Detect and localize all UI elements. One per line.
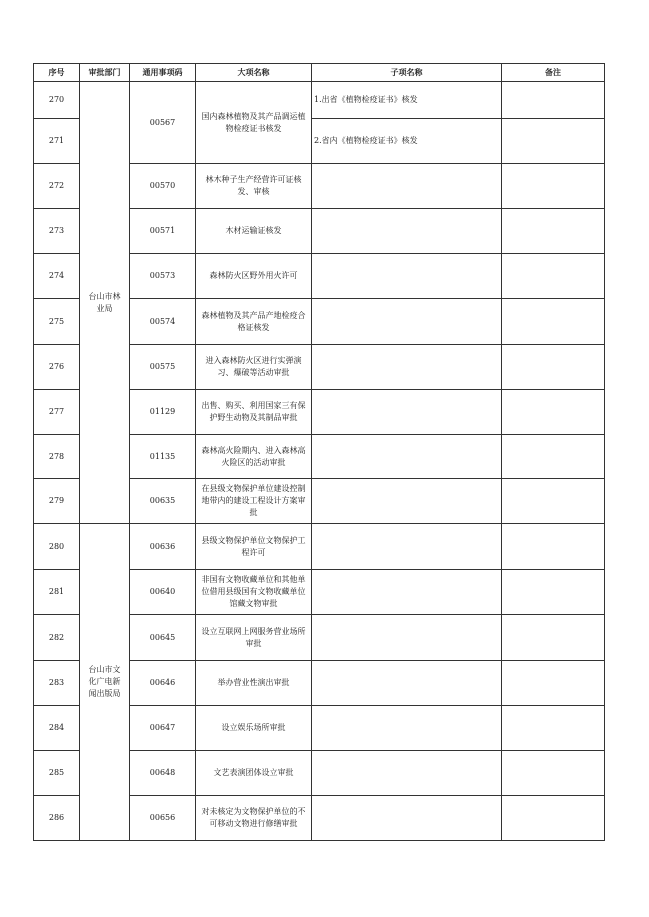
seq-cell: 270 (34, 82, 80, 119)
remark-cell (502, 299, 605, 345)
seq-cell: 284 (34, 706, 80, 751)
header-seq: 序号 (34, 64, 80, 82)
sub-name-cell (312, 570, 502, 615)
seq-cell: 286 (34, 796, 80, 841)
header-remark: 备注 (502, 64, 605, 82)
seq-cell: 283 (34, 661, 80, 706)
code-cell: 00645 (130, 615, 196, 661)
table-row (34, 82, 605, 119)
remark-cell (502, 524, 605, 570)
remark-cell (502, 706, 605, 751)
sub-name-cell (312, 345, 502, 390)
header-row (34, 64, 605, 82)
dept-cell-forestry: 台山市林业局 (80, 82, 130, 524)
seq-cell: 271 (34, 119, 80, 164)
sub-name-cell (312, 706, 502, 751)
sub-name-cell (312, 390, 502, 435)
sub-name-cell: 2.省内《植物检疫证书》核发 (312, 119, 502, 164)
dept-cell-culture: 台山市文化广电新闻出版局 (80, 524, 130, 841)
table-row (34, 524, 605, 570)
sub-name-cell (312, 435, 502, 479)
item-name-cell: 设立互联网上网服务营业场所审批 (196, 615, 312, 661)
sub-name-cell: 1.出省《植物检疫证书》核发 (312, 82, 502, 119)
code-cell: 00575 (130, 345, 196, 390)
remark-cell (502, 615, 605, 661)
header-code: 通用事项码 (130, 64, 196, 82)
code-cell: 00646 (130, 661, 196, 706)
remark-cell (502, 82, 605, 119)
item-name-cell: 设立娱乐场所审批 (196, 706, 312, 751)
remark-cell (502, 570, 605, 615)
header-dept: 审批部门 (80, 64, 130, 82)
sub-name-cell (312, 299, 502, 345)
code-cell: 00647 (130, 706, 196, 751)
seq-cell: 273 (34, 209, 80, 254)
seq-cell: 277 (34, 390, 80, 435)
code-cell: 00656 (130, 796, 196, 841)
remark-cell (502, 254, 605, 299)
seq-cell: 285 (34, 751, 80, 796)
remark-cell (502, 661, 605, 706)
item-name-cell: 文艺表演团体设立审批 (196, 751, 312, 796)
remark-cell (502, 164, 605, 209)
item-name-cell: 非国有文物收藏单位和其他单位借用县级国有文物收藏单位馆藏文物审批 (196, 570, 312, 615)
sub-name-cell (312, 661, 502, 706)
header-sub-name: 子项名称 (312, 64, 502, 82)
seq-cell: 282 (34, 615, 80, 661)
sub-name-cell (312, 615, 502, 661)
code-cell: 01129 (130, 390, 196, 435)
seq-cell: 278 (34, 435, 80, 479)
remark-cell (502, 209, 605, 254)
code-cell: 00636 (130, 524, 196, 570)
seq-cell: 280 (34, 524, 80, 570)
code-cell: 01135 (130, 435, 196, 479)
item-name-cell: 森林高火险期内、进入森林高火险区的活动审批 (196, 435, 312, 479)
item-name-cell: 对未核定为文物保护单位的不可移动文物进行修缮审批 (196, 796, 312, 841)
seq-cell: 281 (34, 570, 80, 615)
code-cell: 00571 (130, 209, 196, 254)
sub-name-cell (312, 524, 502, 570)
sub-name-cell (312, 164, 502, 209)
seq-cell: 276 (34, 345, 80, 390)
sub-name-cell (312, 796, 502, 841)
seq-cell: 272 (34, 164, 80, 209)
sub-name-cell (312, 479, 502, 524)
remark-cell (502, 390, 605, 435)
remark-cell (502, 796, 605, 841)
remark-cell (502, 479, 605, 524)
item-name-cell: 出售、购买、利用国家三有保护野生动物及其制品审批 (196, 390, 312, 435)
item-name-cell: 森林防火区野外用火许可 (196, 254, 312, 299)
remark-cell (502, 345, 605, 390)
header-item-name: 大项名称 (196, 64, 312, 82)
seq-cell: 274 (34, 254, 80, 299)
sub-name-cell (312, 209, 502, 254)
item-name-cell: 木材运输证核发 (196, 209, 312, 254)
remark-cell (502, 751, 605, 796)
code-cell: 00570 (130, 164, 196, 209)
seq-cell: 275 (34, 299, 80, 345)
item-name-cell: 国内森林植物及其产品调运植物检疫证书核发 (196, 82, 312, 164)
approval-items-table (33, 63, 605, 841)
item-name-cell: 进入森林防火区进行实弹演习、爆破等活动审批 (196, 345, 312, 390)
item-name-cell: 在县级文物保护单位建设控制地带内的建设工程设计方案审批 (196, 479, 312, 524)
code-cell: 00574 (130, 299, 196, 345)
code-cell: 00635 (130, 479, 196, 524)
item-name-cell: 县级文物保护单位文物保护工程许可 (196, 524, 312, 570)
code-cell: 00567 (130, 82, 196, 164)
item-name-cell: 森林植物及其产品产地检疫合格证核发 (196, 299, 312, 345)
item-name-cell: 举办营业性演出审批 (196, 661, 312, 706)
sub-name-cell (312, 751, 502, 796)
code-cell: 00648 (130, 751, 196, 796)
code-cell: 00640 (130, 570, 196, 615)
remark-cell (502, 435, 605, 479)
code-cell: 00573 (130, 254, 196, 299)
item-name-cell: 林木种子生产经营许可证核发、审核 (196, 164, 312, 209)
sub-name-cell (312, 254, 502, 299)
seq-cell: 279 (34, 479, 80, 524)
remark-cell (502, 119, 605, 164)
